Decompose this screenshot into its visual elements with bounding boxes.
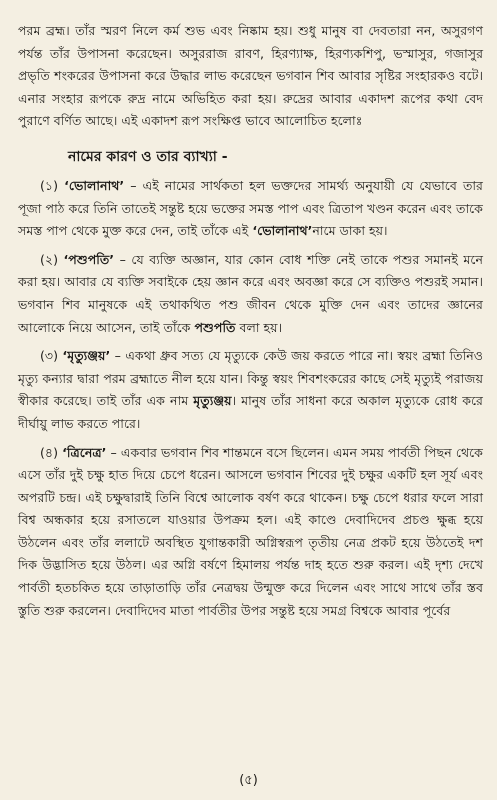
term-pashupati-repeat: পশুপতি xyxy=(194,319,236,335)
section-number: (১) xyxy=(40,177,58,193)
section-text-end: নামে ডাকা হয়। xyxy=(312,223,388,239)
page-number: (৫) xyxy=(239,773,258,788)
section-text: – এই নামের সার্থকতা হল ভক্তদের সামর্থ্য অনুযায়ী যে যেভাবে তার পূজা পাঠ করে তিনি তাতেই সন্তুষ্ট হয়ে ভক্তের সমস্ত পাপ এবং ত্রিতাপ খণ্ডন করেন এবং তাকে সমস্ত পাপ থেকে মুক্ত করে দেন, তাই তাঁকে এই xyxy=(18,177,483,239)
section-text: – যে ব্যক্তি অজ্ঞান, যার কোন বোধ শক্তি নেই তাকে পশুর সমানই মনে করা হয়। আবার যে ব্যক্তি সবাইকে হেয় জ্ঞান করে এবং অবজ্ঞা করে সে ব্যক্তিও পশুরই সমান। ভগবান শিব মানুষকে এই তথাকথিত পশু জীবন থেকে মুক্তি দেন এবং তাদের জ্ঞানের আলোকে নিয়ে আসেন, তাই তাঁকে xyxy=(18,251,483,335)
section-text: – একথা ধ্রুব সত্য যে মৃত্যুকে কেউ জয় করতে পারে না। স্বয়ং ব্রহ্মা তিনিও মৃত্যু কন্যার দ্বারা পরম ব্রহ্মাতে নীল হয়ে যান। কিন্তু স্বয়ং শিবশংকরের কাছে সেই মৃত্যুই পরাজয় স্বীকার করেছে। তাই তাঁর এক নাম xyxy=(18,348,483,409)
term-bholanath-repeat: ‘ভোলানাথ’ xyxy=(252,223,313,239)
section-number: (৪) xyxy=(40,444,58,460)
section-trinetra xyxy=(18,442,483,623)
intro-paragraph: পরম ব্রহ্ম। তাঁর স্মরণ নিলে কর্ম শুভ এবং নিষ্কাম হয়। শুধু মানুষ বা দেবতারা নন, অসুরগণ পর্যন্ত তাঁর উপাসনা করেছেন। অসুররাজ রাবণ, হিরণ্যাক্ষ, হিরণ্যকশিপু, ভস্মাসুর, গজাসুর প্রভৃতি শংকরের উপাসনা করে উদ্ধার লাভ করেছেন ভগবান শিব আবার সৃষ্টির সংহারকও বটে। এনার সংহার রূপকে রুদ্র নামে অভিহিত করা হয়। রুদ্রের আবার একাদশ রূপের কথা বেদ পুরাণে বর্ণিত আছে। এই একাদশ রূপ সংক্ষিপ্ত ভাবে আলোচিত হলোঃ xyxy=(18,23,483,129)
term-mrityunjay-repeat: মৃত্যুঞ্জয় xyxy=(193,393,232,409)
term-bholanath: ‘ভোলানাথ’ xyxy=(64,177,125,193)
term-mrityunjay: ‘মৃত্যুঞ্জয়’ xyxy=(62,348,111,364)
section-text-end: বলা হয়। xyxy=(235,319,283,335)
section-number: (২) xyxy=(40,251,59,267)
section-heading: নামের কারণ ও তার ব্যাখ্যা - xyxy=(68,148,228,165)
section-pashupati xyxy=(18,249,483,339)
section-text-end: । মানুষ তাঁর সাধনা করে অকাল মৃত্যুকে রোধ করে দীর্ঘায়ু লাভ করতে পারে। xyxy=(18,393,483,431)
section-mrityunjay xyxy=(18,345,483,435)
section-text: – একবার ভগবান শিব শান্তমনে বসে ছিলেন। এমন সময় পার্বতী পিছন থেকে এসে তাঁর দুই চক্ষু হাত দিয়ে চেপে ধরেন। আসলে ভগবান শিবের দুই চক্ষুর একটি হল সূর্য এবং অপরটি চন্দ্র। এই চক্ষুদ্বারাই তিনি বিশ্বে আলোক বর্ষণ করে থাকেন। চক্ষু চেপে ধরার ফলে সারা বিশ্ব অন্ধকার হয়ে রসাতলে যাওয়ার উপক্রম হল। এই কাণ্ডে দেবাদিদেব প্রচণ্ড ক্ষুব্ধ হয়ে উঠলেন এবং তাঁর ললাটে অবস্থিত যুগান্তকারী অগ্নিস্বরূপ তৃতীয় নেত্র প্রকট হয়ে উঠতেই দশ দিক উদ্ভাসিত হয়ে উঠল। এর অগ্নি বর্ষণে হিমালয় পর্যন্ত দাহ হতে শুরু করল। এই দৃশ্য দেখে পার্বতী হতচকিত হয়ে তাড়াতাড়ি তাঁর নেত্রদ্বয় উন্মুক্ত করে দিলেন এবং সাথে সাথে তাঁর স্তব স্তুতি শুরু করলেন। দেবাদিদেব মাতা পার্বতীর উপর সন্তুষ্ট হয়ে সমগ্র বিশ্বকে আবার পূর্বের xyxy=(18,444,483,618)
section-number: (৩) xyxy=(40,348,59,364)
term-trinetra: ‘ত্রিনেত্র’ xyxy=(62,444,107,460)
section-bholanath xyxy=(18,175,483,243)
term-pashupati: ‘পশুপতি’ xyxy=(63,251,115,267)
